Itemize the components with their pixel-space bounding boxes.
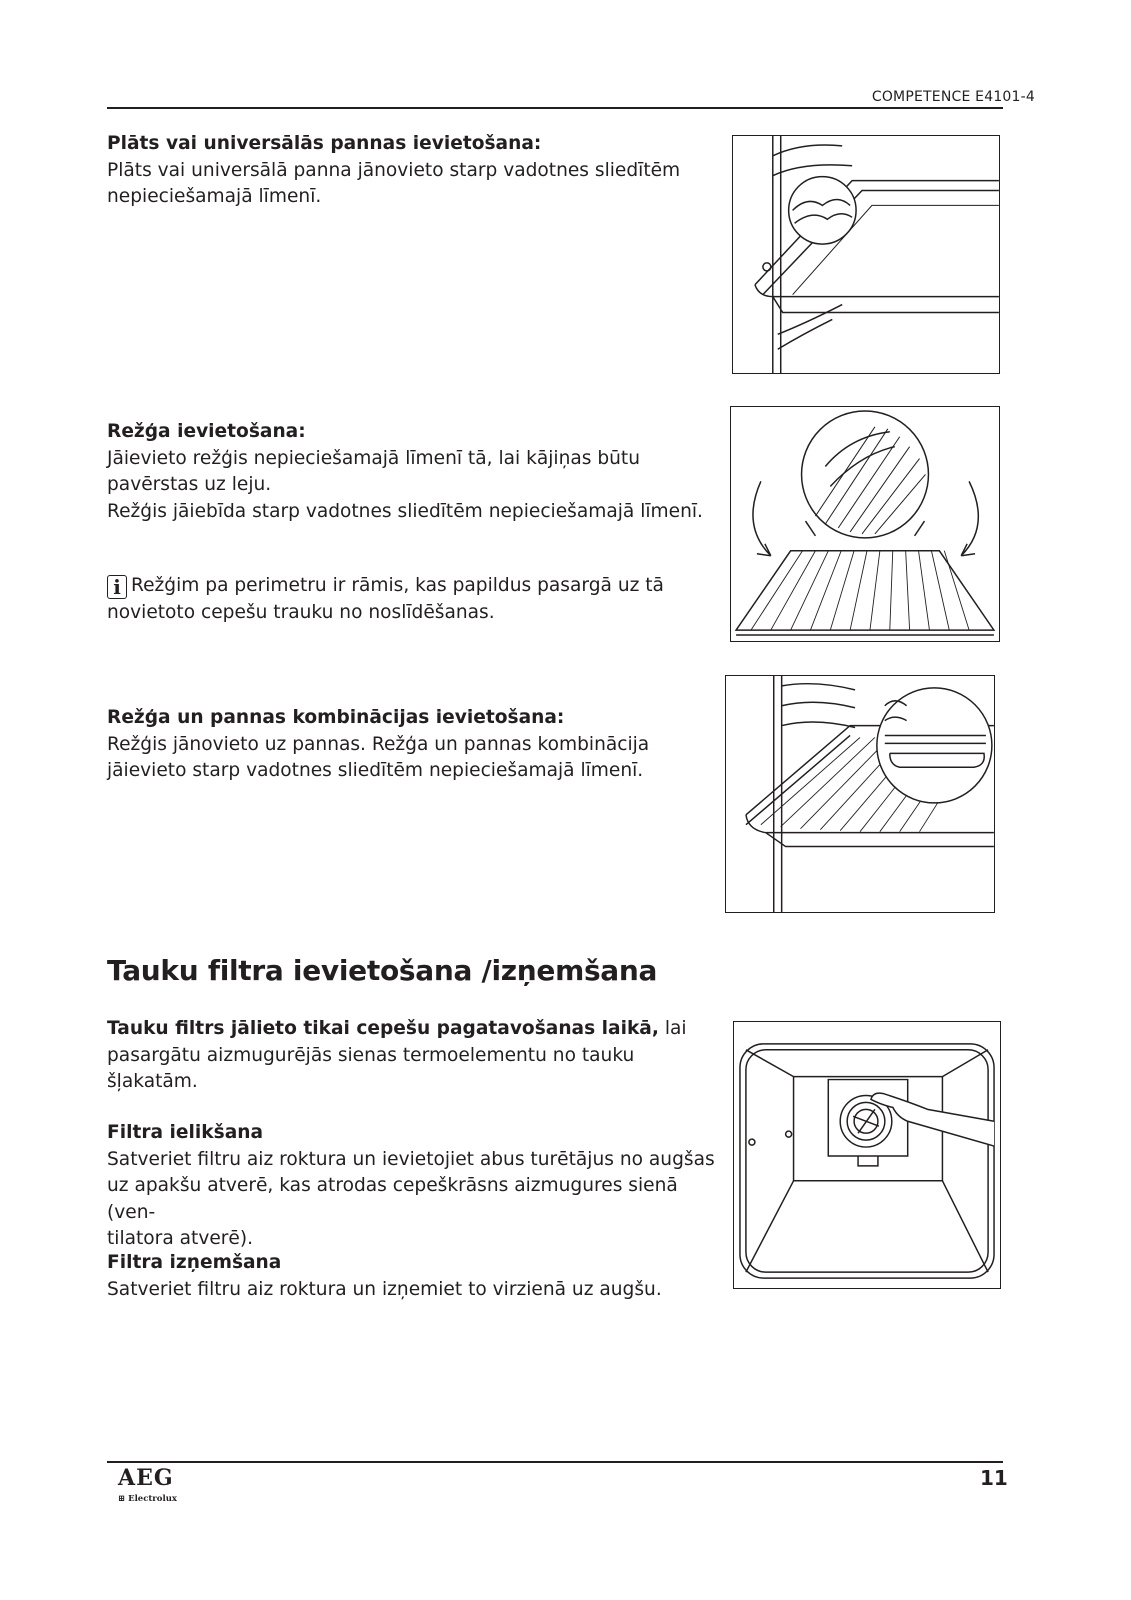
filter-remove-heading: Filtra izņemšana <box>107 1252 282 1273</box>
combo-illustration <box>725 675 995 913</box>
electrolux-icon: ⊞ <box>118 1494 129 1504</box>
footer-rule <box>107 1461 1003 1463</box>
grid-line-3: Režģis jāiebīda starp vadotnes sliedītēm nepieciešamajā līmenī. <box>107 500 703 522</box>
tray-line-1: Plāts vai universālā panna jānovieto starp vadotnes sliedītēm <box>107 159 681 181</box>
filter-intro-line-3: šļakatām. <box>107 1071 198 1092</box>
filter-intro-line-2: pasargātu aizmugurējās sienas termoelementu no tauku <box>107 1044 635 1066</box>
filter-remove <box>107 1250 717 1303</box>
grid-heading: Režģa ievietošana: <box>107 421 306 442</box>
info-note <box>107 573 727 626</box>
filter-illustration <box>733 1021 1001 1289</box>
tray-line-2: nepieciešamajā līmenī. <box>107 186 322 207</box>
model-number: COMPETENCE E4101-4 <box>871 89 1035 105</box>
tray-heading: Plāts vai universālās pannas ievietošana: <box>107 133 542 154</box>
electrolux-label: Electrolux <box>128 1494 177 1504</box>
filter-intro-bold: Tauku filtrs jālieto tikai cepešu pagatavošanas laikā, <box>107 1018 659 1039</box>
grid-illustration <box>730 406 1000 642</box>
filter-intro <box>107 1016 717 1096</box>
electrolux-logo <box>118 1494 177 1504</box>
aeg-logo: AEG <box>118 1465 174 1491</box>
grid-section <box>107 419 727 525</box>
note-line-2: novietoto cepešu trauku no noslīdēšanas. <box>107 601 495 623</box>
tray-section <box>107 131 707 211</box>
combo-line-2: jāievieto starp vadotnes sliedītēm nepieciešamajā līmenī. <box>107 760 644 781</box>
page-number: 11 <box>980 1466 1008 1490</box>
filter-insert-line-3: tilatora atverē). <box>107 1228 254 1249</box>
combo-section <box>107 705 727 785</box>
filter-insert-heading: Filtra ielikšana <box>107 1122 264 1143</box>
grid-line-1: Jāievieto režģis nepieciešamajā līmenī tā, lai kājiņas būtu <box>107 447 641 469</box>
info-icon: i <box>107 575 127 599</box>
filter-insert <box>107 1120 717 1253</box>
grid-line-2: pavērstas uz leju. <box>107 474 272 495</box>
note-line-1: Režģim pa perimetru ir rāmis, kas papildus pasargā uz tā <box>131 575 664 596</box>
filter-title: Tauku filtra ievietošana /izņemšana <box>107 954 658 987</box>
combo-heading: Režģa un pannas kombinācijas ievietošana: <box>107 707 565 728</box>
tray-illustration <box>732 135 1000 374</box>
filter-remove-line-1: Satveriet filtru aiz roktura un izņemiet to virzienā uz augšu. <box>107 1278 662 1300</box>
filter-insert-line-2: uz apakšu atverē, kas atrodas cepeškrāsns aizmugures sienā (ven- <box>107 1175 678 1223</box>
filter-insert-line-1: Satveriet filtru aiz roktura un ievietojiet abus turētājus no augšas <box>107 1148 715 1170</box>
filter-intro-rest: lai <box>658 1018 687 1039</box>
combo-line-1: Režģis jānovieto uz pannas. Režģa un pannas kombinācija <box>107 733 650 755</box>
header-rule <box>107 107 1003 109</box>
